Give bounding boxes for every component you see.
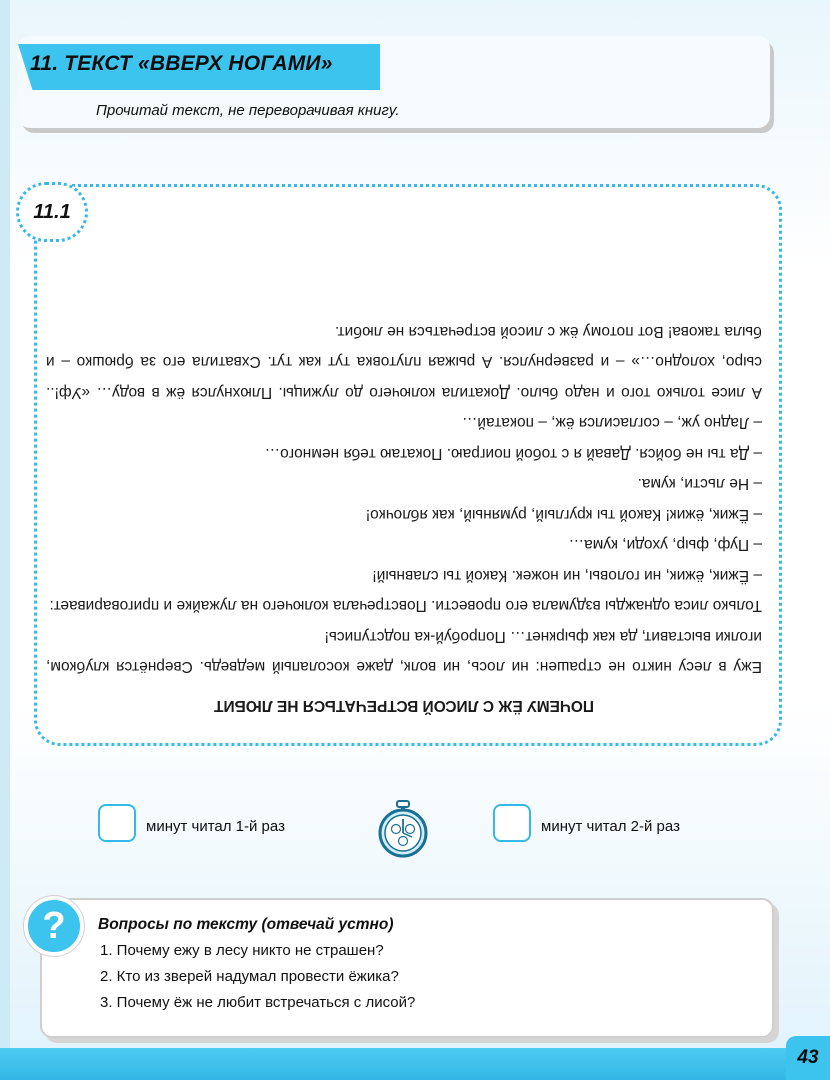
story-paragraph: – Пуф, фыр, уходи, кума… <box>568 536 762 554</box>
upside-down-story <box>46 204 762 720</box>
page-title: 11. ТЕКСТ «ВВЕРХ НОГАМИ» <box>30 52 333 75</box>
questions-title: Вопросы по тексту (отвечай устно) <box>98 916 394 933</box>
first-read-label: минут читал 1-й раз <box>146 818 285 835</box>
footer-band <box>0 1048 830 1080</box>
stopwatch-icon <box>377 800 429 858</box>
question-item: 2. Кто из зверей надумал провести ёжика? <box>100 968 399 985</box>
instruction-text: Прочитай текст, не переворачивая книгу. <box>96 102 400 119</box>
second-read-time-box[interactable] <box>493 804 531 842</box>
question-mark-icon: ? <box>24 896 84 956</box>
first-read-time-box[interactable] <box>98 804 136 842</box>
story-paragraph: Ежу в лесу никто не страшен: ни лось, ни волк, даже косолапый медведь. Свернётся клубком, иголки выставит, да как фыркнет… Попробуй-ка подступись! <box>46 628 762 676</box>
left-margin-stripe <box>0 0 10 1080</box>
exercise-number-badge: 11.1 <box>16 182 88 242</box>
question-item: 3. Почему ёж не любит встречаться с лисой? <box>100 994 416 1011</box>
story-paragraph: А лисе только того и надо было. Докатила колючего до лужицы. Плюхнулся ёж в воду… «Уф!.. сыро, холодно…» – и развернулся. А рыжая плутовка тут как тут. Схватила его за брюшко – и была такова! Вот потому ёж с лисой встречаться не любит. <box>46 323 762 401</box>
story-paragraph: – Ёжик, ёжик! Какой ты круглый, румяный, как яблочко! <box>365 506 762 523</box>
story-paragraph: – Не льсти, кума. <box>637 475 762 493</box>
story-paragraph: – Ладно уж, – согласился ёж, – покатай… <box>461 414 762 432</box>
story-paragraph: Только лиса однажды вздумала его провести. Повстречала колючего на лужайке и приговаривает: <box>49 597 762 615</box>
question-item: 1. Почему ежу в лесу никто не страшен? <box>100 942 384 959</box>
story-paragraph: – Да ты не бойся. Давай я с тобой поиграю. Покатаю тебя немного… <box>264 445 762 462</box>
story-paragraph: – Ёжик, ёжик, ни головы, ни ножек. Какой ты славный! <box>372 567 762 584</box>
story-body <box>46 316 762 682</box>
second-read-label: минут читал 2-й раз <box>541 818 680 835</box>
page-number: 43 <box>786 1036 830 1080</box>
story-title: ПОЧЕМУ ЁЖ С ЛИСОЙ ВСТРЕЧАТЬСЯ НЕ ЛЮБИТ <box>214 697 594 714</box>
